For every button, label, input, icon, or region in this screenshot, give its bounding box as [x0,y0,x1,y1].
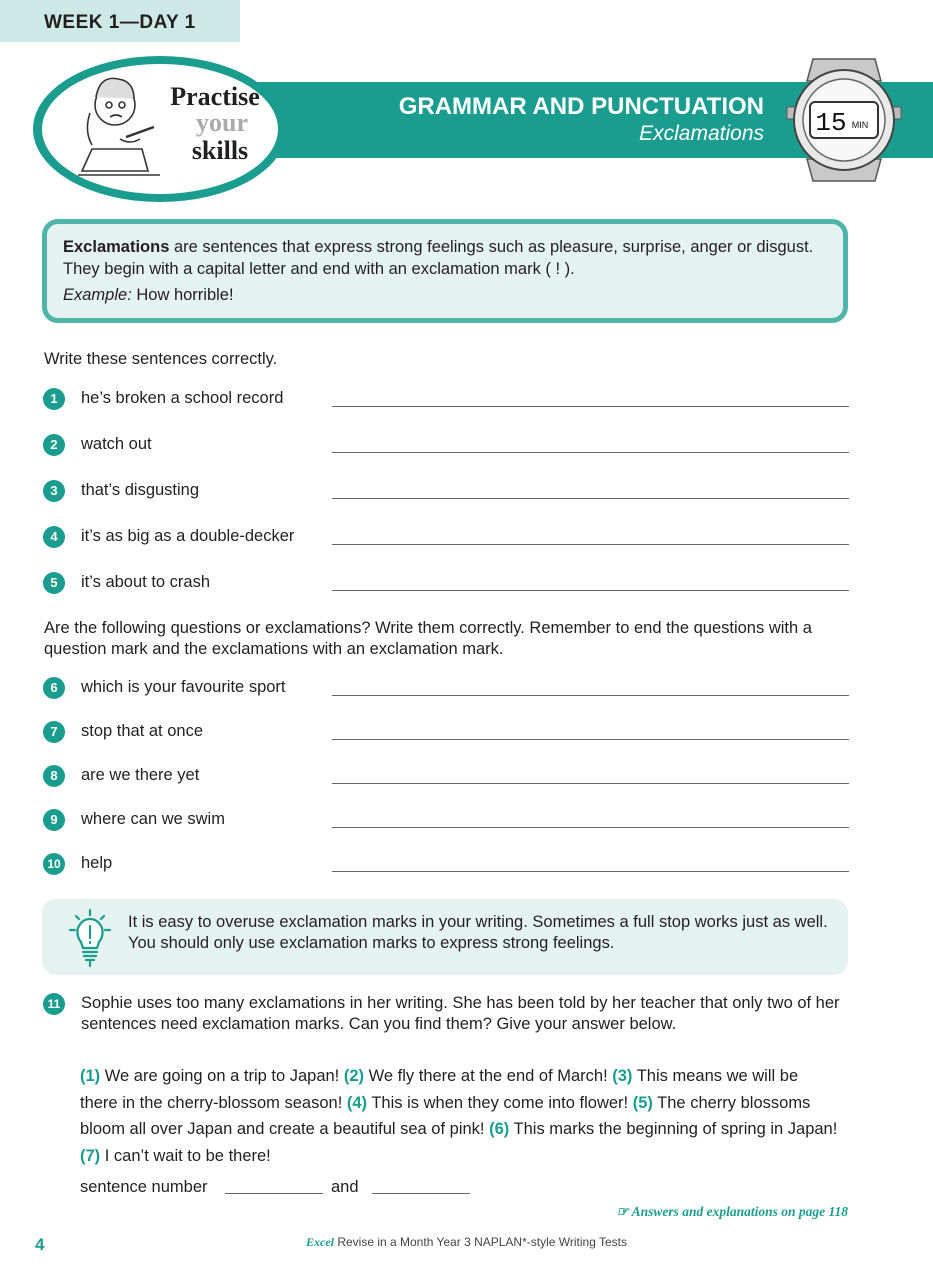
answer-line[interactable] [332,544,849,545]
definition-box [42,219,848,323]
sentence-text: We fly there at the end of March! [364,1067,613,1085]
question-row [43,480,849,504]
answer-line[interactable] [332,452,849,453]
question-number: 5 [43,572,65,594]
answer-line[interactable] [332,871,849,872]
answer-row [80,1178,500,1202]
question-row [43,677,849,701]
question-number: 6 [43,677,65,699]
question-number: 1 [43,388,65,410]
definition-term: Exclamations [63,238,170,256]
page-number: 4 [35,1235,45,1254]
question-row [43,809,849,833]
question-text: that’s disgusting [81,481,200,499]
question-number: 9 [43,809,65,831]
timer-unit: MIN [851,120,869,130]
question-number: 7 [43,721,65,743]
question-row [43,765,849,789]
lightbulb-icon [68,908,112,968]
answer-line[interactable] [332,827,849,828]
sentence-label: (3) [612,1067,633,1085]
tip-box [42,899,848,975]
answer-blank-1[interactable] [225,1193,323,1194]
sentence-label: (4) [346,1093,368,1112]
tip-text: It is easy to overuse exclamation marks in your writing. Sometimes a full stop works just as well. You should only use exclamation marks to express strong feelings. [128,913,828,952]
example-label: Example: [63,286,132,304]
answer-line[interactable] [332,498,849,499]
sentence-text: This means we will be there in the cherry-blossom season! [80,1067,799,1112]
question-text: it’s about to crash [81,573,211,591]
question-text: which is your favourite sport [81,678,286,696]
question-text: where can we swim [81,810,225,828]
sentence-text: I can’t wait to be there! [100,1146,271,1165]
sentence-label: (2) [343,1067,365,1085]
sentence-label: (5) [632,1093,653,1112]
answer-line[interactable] [332,695,849,696]
answer-line[interactable] [332,406,849,407]
example-text [63,284,234,306]
question-text: stop that at once [81,722,204,740]
question-number: 3 [43,480,65,502]
logo-line-2: your [196,108,248,137]
week-day-tab [0,0,240,42]
question-text: it’s as big as a double-decker [81,527,295,545]
question-11-prompt: Sophie uses too many exclamations in her writing. She has been told by her teacher that only two of her sentences need exclamation marks. Can you find them? Give your answer below. [81,994,840,1033]
practise-your-skills-logo [30,53,290,206]
answer-line[interactable] [332,590,849,591]
question-row [43,721,849,745]
question-number: 11 [43,993,65,1015]
question-row [43,434,849,458]
definition-text [63,236,833,280]
footer-title [0,1235,933,1250]
answer-blank-2[interactable] [372,1193,470,1194]
answer-line[interactable] [332,783,849,784]
question-text: he’s broken a school record [81,389,284,407]
sentence-text: We are going on a trip to Japan! [100,1067,344,1085]
sentence-label: (1) [80,1067,101,1085]
section1-instruction: Write these sentences correctly. [44,350,278,368]
sentence-label: (7) [80,1146,101,1165]
book-title: Revise in a Month Year 3 NAPLAN*-style Writing Tests [333,1235,628,1249]
sentence-text: This is when they come into flower! [367,1093,633,1112]
section2-instruction: Are the following questions or exclamations? Write them correctly. Remember to end the questions with a question mark and the exclamations with an exclamation mark. [44,619,812,658]
question-row [43,853,849,877]
question-row [43,388,849,412]
question-number: 10 [43,853,65,875]
page-subtitle: Exclamations [639,122,764,145]
logo-line-3: skills [191,136,249,165]
sophie-paragraph [80,1063,840,1169]
answers-reference: ☞ Answers and explanations on page 118 [616,1204,848,1219]
example-body: How horrible! [131,286,234,304]
answer-line[interactable] [332,739,849,740]
question-number: 4 [43,526,65,548]
question-text: help [81,854,113,872]
brand-name: Excel [305,1235,334,1249]
question-row [43,526,849,550]
answer-and: and [331,1178,359,1196]
question-text: are we there yet [81,766,200,784]
page-title: GRAMMAR AND PUNCTUATION [398,93,764,120]
definition-body: are sentences that express strong feelings such as pleasure, surprise, anger or disgust. They begin with a capital letter and end with an exclamation mark ( ! ). [63,238,814,278]
question-number: 2 [43,434,65,456]
stopwatch-icon [783,55,905,185]
week-day-label: WEEK 1—DAY 1 [44,12,196,33]
question-row [43,572,849,596]
sentence-label: (6) [489,1120,510,1138]
sentence-text: This marks the beginning of spring in Japan! [509,1120,838,1138]
logo-line-1: Practise [170,82,260,111]
timer-value: 15 [815,108,847,138]
sentence-text: The cherry blossoms bloom all over Japan and create a beautiful sea of pink! [80,1093,811,1138]
question-text: watch out [81,435,152,453]
question-number: 8 [43,765,65,787]
answer-label: sentence number [80,1178,208,1196]
